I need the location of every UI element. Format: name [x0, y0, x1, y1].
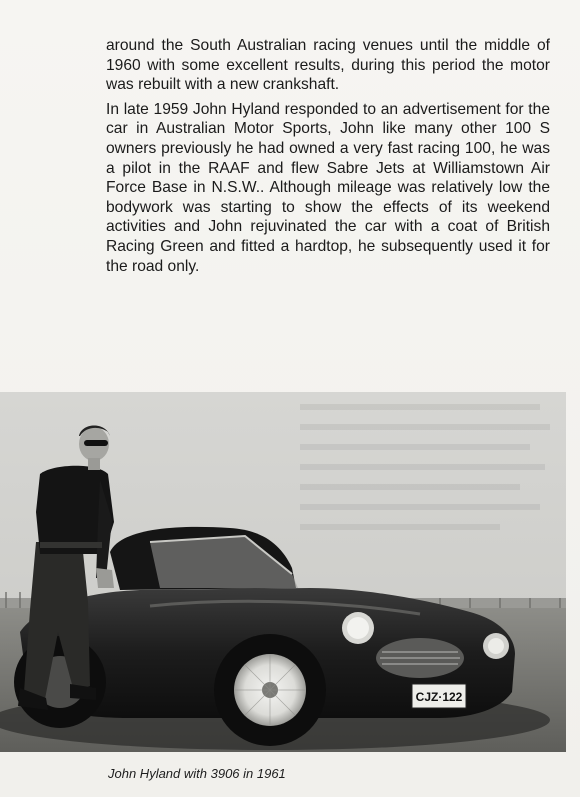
- article-text: [106, 36, 550, 276]
- photo-illustration: [0, 392, 566, 752]
- paragraph-1: around the South Australian racing venues until the middle of 1960 with some excellent results, during this period the motor was rebuilt with a new crankshaft.: [106, 37, 550, 94]
- photo-caption: John Hyland with 3906 in 1961: [108, 766, 286, 781]
- license-plate-text: CJZ·122: [415, 690, 463, 704]
- paragraph-2: In late 1959 John Hyland responded to an advertisement for the car in Australian Motor Sports, John like many other 100 S owners previously he had owned a very fast racing 100, he was a pilot in the RAAF and flew Sabre Jets at Williamstown Air Force Base in N.S.W.. Although mileage was relatively low the bodywork was starting to show the effects of its weekend activities and John rejuvinated the car with a coat of British Racing Green and fitted a hardtop, he subsequently used it for the road only.: [106, 100, 550, 275]
- car-photograph: [0, 392, 566, 752]
